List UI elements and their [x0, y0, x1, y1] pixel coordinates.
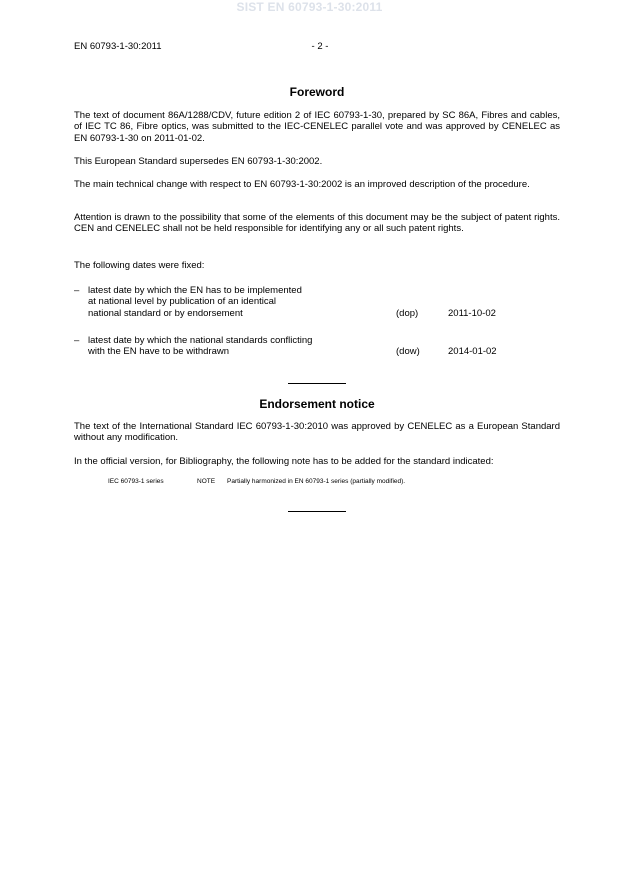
date-code: (dop) — [396, 307, 419, 319]
date-value: 2014-01-02 — [448, 346, 497, 358]
date-value: 2011-10-02 — [448, 307, 496, 319]
date-code: (dow) — [396, 346, 420, 358]
header-page-number: - 2 - — [311, 41, 329, 52]
endorsement-paragraph-2: In the official version, for Bibliography, the following note has to be added for the standard indicated: — [74, 456, 494, 467]
note-label: NOTE — [197, 478, 216, 485]
endorsement-heading: Endorsement notice — [259, 397, 375, 411]
dates-intro: The following dates were fixed: — [74, 260, 205, 271]
date-item-description: latest date by which the EN has to be implemented at national level by publication of an identical national standard or by endorsement — [88, 285, 302, 319]
endorsement-paragraph-1: The text of the International Standard IEC 60793-1-30:2010 was approved by CENELEC as a European Standard without any modification. — [74, 421, 560, 444]
foreword-paragraph-1: The text of document 86A/1288/CDV, future edition 2 of IEC 60793-1-30, prepared by SC 86A, Fibres and cables, of IEC TC 86, Fibre optics, was submitted to the IEC-CENELEC parallel vote and was approved by CENELEC as EN 60793-1-30 on 2011-01-02. — [74, 110, 560, 144]
end-divider — [288, 511, 346, 512]
foreword-paragraph-2: This European Standard supersedes EN 60793-1-30:2002. — [74, 156, 323, 167]
note-standard: IEC 60793-1 series — [108, 478, 164, 485]
foreword-paragraph-3: The main technical change with respect to EN 60793-1-30:2002 is an improved description of the procedure. — [74, 179, 530, 190]
foreword-paragraph-4: Attention is drawn to the possibility that some of the elements of this document may be the subject of patent rights. CEN and CENELEC shall not be held responsible for identifying any or all such patent rights. — [74, 212, 560, 235]
date-item-description: latest date by which the national standards conflicting with the EN have to be withdrawn — [88, 335, 313, 358]
list-dash: – — [74, 285, 80, 296]
note-text: Partially harmonized in EN 60793-1 series (partially modified). — [227, 478, 406, 485]
watermark: SIST EN 60793-1-30:2011 — [236, 0, 383, 14]
section-divider — [288, 383, 346, 384]
list-dash: – — [74, 335, 80, 346]
header-doc-id: EN 60793-1-30:2011 — [74, 41, 162, 52]
foreword-heading: Foreword — [289, 85, 345, 99]
